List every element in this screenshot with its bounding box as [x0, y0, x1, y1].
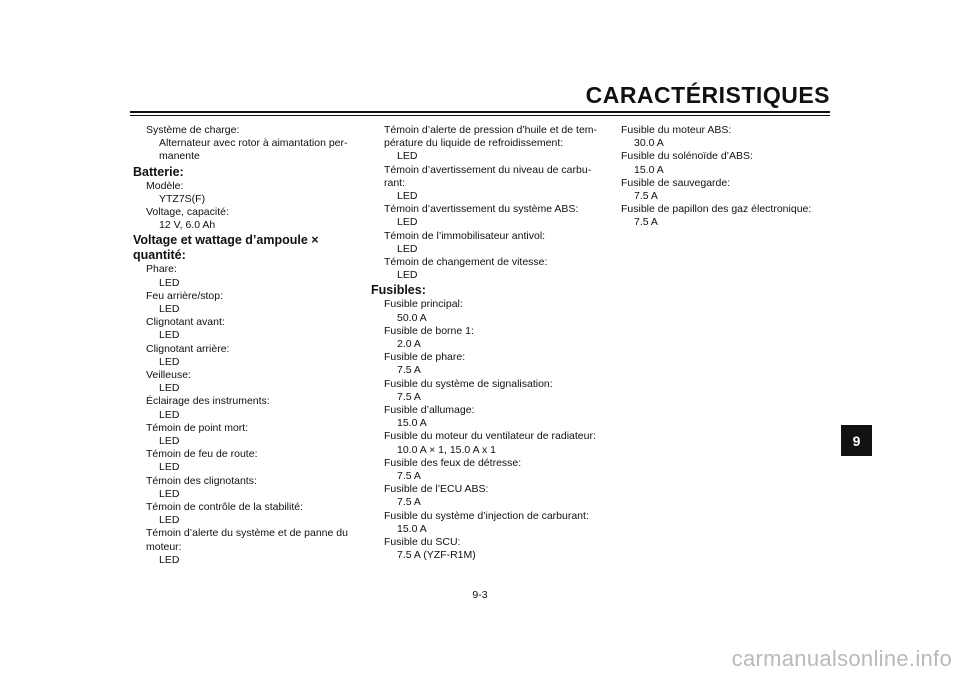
spec-label: Fusible de borne 1:	[384, 324, 474, 337]
page-number: 9-3	[472, 589, 488, 601]
spec-label: Témoin de feu de route:	[146, 448, 258, 461]
spec-value: LED	[159, 382, 180, 395]
spec-label: Fusible de papillon des gaz électronique:	[621, 203, 812, 216]
spec-value: 7.5 A	[397, 364, 421, 377]
spec-label: Fusible de sauvegarde:	[621, 176, 731, 189]
spec-label: Témoin d’avertissement du niveau de carbu-	[384, 163, 592, 176]
spec-column-2	[371, 124, 607, 563]
spec-value: 15.0 A	[634, 163, 664, 176]
spec-label: Fusible d’allumage:	[384, 404, 475, 417]
spec-label: Fusible de l’ECU ABS:	[384, 483, 489, 496]
spec-value: 30.0 A	[634, 137, 664, 150]
spec-label: Système de charge:	[146, 124, 240, 136]
spec-value: 7.5 A	[634, 216, 658, 229]
spec-label: Clignotant arrière:	[146, 342, 230, 355]
spec-label: Fusible du système de signalisation:	[384, 377, 553, 390]
spec-value: manente	[159, 150, 200, 163]
spec-label: Fusible principal:	[384, 298, 463, 311]
spec-value: 7.5 A	[634, 190, 658, 203]
header-rule-thin	[130, 115, 830, 116]
spec-label: pérature du liquide de refroidissement:	[384, 137, 564, 150]
spec-value: Alternateur avec rotor à aimantation per-	[159, 137, 348, 150]
spec-label: Témoin de point mort:	[146, 421, 249, 434]
spec-value: 10.0 A × 1, 15.0 A x 1	[397, 443, 496, 456]
header-rule-thick	[130, 111, 830, 113]
spec-label: Témoin de contrôle de la stabilité:	[146, 501, 304, 514]
spec-value: 7.5 A (YZF-R1M)	[397, 549, 476, 562]
spec-label: Témoin des clignotants:	[146, 474, 257, 487]
spec-value: 7.5 A	[397, 390, 421, 403]
spec-value: LED	[159, 329, 180, 342]
spec-label: Fusible du solénoïde d’ABS:	[621, 150, 753, 163]
spec-label: Témoin d’avertissement du système ABS:	[384, 203, 579, 216]
spec-column-3	[608, 124, 828, 230]
spec-value: 2.0 A	[397, 338, 421, 351]
spec-value: LED	[159, 487, 180, 500]
spec-value: LED	[159, 303, 180, 316]
spec-label: Témoin d’alerte du système et de panne du	[146, 527, 348, 540]
spec-value: LED	[159, 408, 180, 421]
spec-label: rant:	[384, 176, 406, 189]
spec-label: Fusible de phare:	[384, 351, 466, 364]
spec-column-1	[133, 124, 363, 567]
spec-label: Clignotant avant:	[146, 316, 225, 329]
spec-label: Phare:	[146, 263, 177, 276]
spec-label: Témoin d’alerte de pression d’huile et de tem-	[384, 124, 598, 136]
page-title: CARACTÉRISTIQUES	[585, 82, 830, 108]
spec-label: Feu arrière/stop:	[146, 289, 224, 302]
spec-value: 12 V, 6.0 Ah	[159, 219, 216, 232]
spec-value: LED	[159, 553, 180, 566]
spec-value: YTZ7S(F)	[159, 192, 206, 205]
spec-label: Voltage, capacité:	[146, 206, 229, 219]
spec-value: LED	[397, 269, 418, 282]
spec-value: LED	[159, 461, 180, 474]
spec-value: LED	[397, 190, 418, 203]
spec-value: LED	[397, 150, 418, 163]
spec-label: Fusible du moteur du ventilateur de radiateur:	[384, 430, 596, 443]
spec-value: LED	[159, 355, 180, 368]
spec-label: Fusible des feux de détresse:	[384, 456, 522, 469]
spec-label: Témoin de changement de vitesse:	[384, 256, 548, 269]
spec-label: Fusible du SCU:	[384, 536, 461, 549]
spec-label: Fusible du système d’injection de carburant:	[384, 509, 589, 522]
spec-value: 15.0 A	[397, 417, 427, 430]
spec-label: Témoin de l’immobilisateur antivol:	[384, 229, 546, 242]
chapter-tab: 9	[841, 425, 872, 456]
spec-value: LED	[159, 435, 180, 448]
spec-value: 7.5 A	[397, 470, 421, 483]
spec-label: Modèle:	[146, 179, 184, 192]
spec-label: Veilleuse:	[146, 369, 191, 382]
spec-value: LED	[397, 242, 418, 255]
watermark: carmanualsonline.info	[731, 646, 952, 671]
spec-label: moteur:	[146, 540, 182, 553]
section-heading-fuses: Fusibles:	[371, 283, 426, 298]
spec-value: LED	[397, 216, 418, 229]
spec-label: Éclairage des instruments:	[146, 395, 270, 408]
spec-value: 7.5 A	[397, 496, 421, 509]
spec-value: LED	[159, 514, 180, 527]
spec-value: LED	[159, 276, 180, 289]
section-heading-bulbs: Voltage et wattage d’ampoule × quantité:	[133, 233, 319, 263]
spec-value: 15.0 A	[397, 522, 427, 535]
spec-label: Fusible du moteur ABS:	[621, 124, 732, 136]
section-heading-battery: Batterie:	[133, 164, 184, 179]
spec-value: 50.0 A	[397, 311, 427, 324]
